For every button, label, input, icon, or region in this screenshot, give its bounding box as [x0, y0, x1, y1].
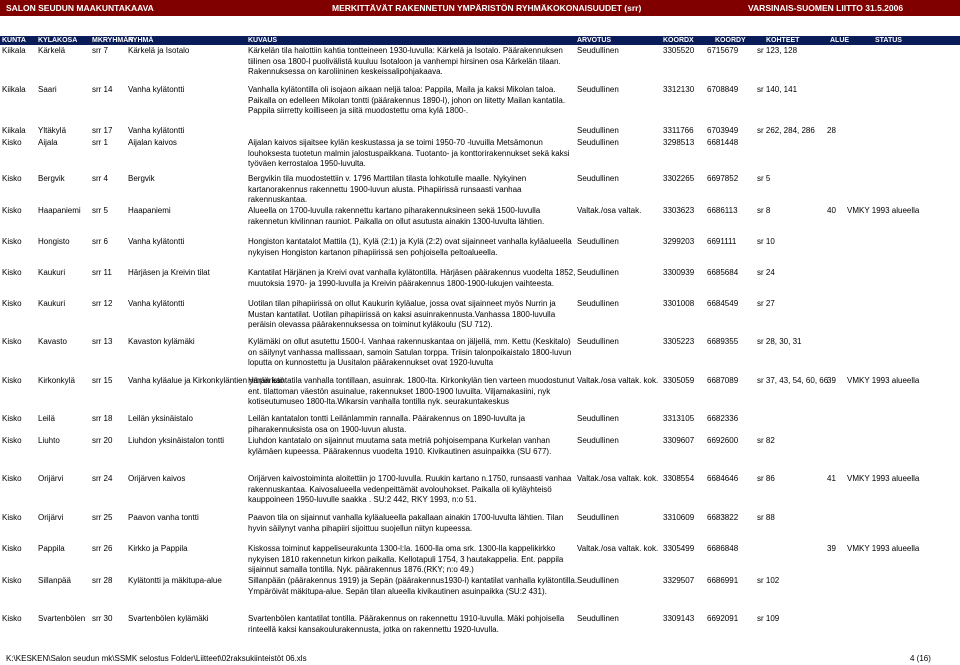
- cell-ryhma: Haapaniemi: [128, 206, 171, 215]
- cell-kunta: Kisko: [2, 474, 22, 483]
- cell-arvotus: Seudullinen: [577, 513, 619, 522]
- col-kuvaus: KUVAUS: [248, 37, 278, 44]
- cell-mk: srr 13: [92, 337, 113, 346]
- cell-kohteet: sr 140, 141: [757, 85, 798, 94]
- page-number: 4 (16): [910, 654, 931, 663]
- cell-ryhma: Vanha kylätontti: [128, 85, 185, 94]
- cell-y: 6692600: [707, 436, 739, 445]
- cell-mk: srr 11: [92, 268, 112, 277]
- cell-alue: 41: [827, 474, 836, 483]
- cell-kyla: Kaukuri: [38, 268, 66, 277]
- cell-ryhma: Härjäsen ja Kreivin tilat: [128, 268, 210, 277]
- cell-kuvaus: Kylämäki on ollut asutettu 1500-l. Vanhaa rakennuskantaa on jäljellä, mm. Kettu (Keskitalo) on säilynyt vanhassa mallissaan, samoin Satulan torppa. Triisin talonpoikaistalo 1800-luvun loputta on kunnostettu ja Uusitalon päärakennukset ovat 1920-luvulta: [248, 337, 572, 368]
- cell-x: 3299203: [663, 237, 695, 246]
- col-kohteet: KOHTEET: [766, 37, 800, 44]
- cell-mk: srr 15: [92, 376, 113, 385]
- cell-kyla: Aijala: [38, 138, 58, 147]
- cell-mk: srr 26: [92, 544, 113, 553]
- cell-x: 3309607: [663, 436, 695, 445]
- col-ryhma: RYHMÄ: [128, 37, 154, 44]
- cell-ryhma: Orijärven kaivos: [128, 474, 186, 483]
- cell-x: 3302265: [663, 174, 695, 183]
- cell-kunta: Kisko: [2, 576, 22, 585]
- cell-kohteet: sr 109: [757, 614, 780, 623]
- cell-x: 3305059: [663, 376, 695, 385]
- cell-x: 3308554: [663, 474, 695, 483]
- cell-ryhma: Aijalan kaivos: [128, 138, 177, 147]
- cell-x: 3310609: [663, 513, 695, 522]
- col-kunta: KUNTA: [2, 37, 26, 44]
- cell-ryhma: Kavaston kylämäki: [128, 337, 195, 346]
- cell-x: 3309143: [663, 614, 695, 623]
- col-arvotus: ARVOTUS: [577, 37, 612, 44]
- cell-mk: srr 14: [92, 85, 113, 94]
- cell-ryhma: Leilän yksinäistalo: [128, 414, 193, 423]
- cell-ryhma: Kärkelä ja Isotalo: [128, 46, 190, 55]
- cell-arvotus: Seudullinen: [577, 126, 619, 135]
- cell-arvotus: Seudullinen: [577, 268, 619, 277]
- cell-x: 3313105: [663, 414, 695, 423]
- cell-kyla: Sillanpää: [38, 576, 71, 585]
- cell-y: 6689355: [707, 337, 739, 346]
- cell-kohteet: sr 123, 128: [757, 46, 798, 55]
- cell-kyla: Kavasto: [38, 337, 67, 346]
- cell-kunta: Kisko: [2, 337, 22, 346]
- cell-mk: srr 24: [92, 474, 113, 483]
- cell-arvotus: Valtak./osa valtak. kok.: [577, 474, 659, 483]
- cell-kuvaus: Kiskossa toiminut kappeliseurakunta 1300-l:la. 1600-lla oma srk. 1300-lla kappelikirkko nykyisen 1810 rakennetun kirkon paikalla. Kellotapuli 1754, 3 hautakappelia. Ent. pappila sijainnut samalla tontilla. Nyk. päärakennus 1876.(RKY; n:o 49.): [248, 544, 564, 575]
- cell-alue: 39: [827, 544, 836, 553]
- cell-kuvaus: Orijärven kaivostoiminta aloitettiin jo 1700-luvulla. Ruukin kartano n.1750, runsaasti vanhaa rakennuskantaa. Kaivosalueella vedenpeittämät avolouhokset. Paikalla oli kyläyhteisö kauppoineen 1950-luvulle saakka . SU:2 442, RKY 1993, n:o 51.: [248, 474, 572, 505]
- cell-kunta: Kisko: [2, 206, 22, 215]
- cell-arvotus: Seudullinen: [577, 299, 619, 308]
- cell-kyla: Leilä: [38, 414, 55, 423]
- cell-kunta: Kisko: [2, 174, 22, 183]
- cell-mk: srr 17: [92, 126, 113, 135]
- col-alue: ALUE: [830, 37, 850, 44]
- cell-x: 3301008: [663, 299, 695, 308]
- cell-y: 6681448: [707, 138, 739, 147]
- cell-kunta: Kisko: [2, 544, 22, 553]
- cell-kyla: Kärkelä: [38, 46, 66, 55]
- cell-kunta: Kisko: [2, 376, 22, 385]
- cell-arvotus: Seudullinen: [577, 46, 619, 55]
- cell-kohteet: sr 5: [757, 174, 771, 183]
- cell-kunta: Kisko: [2, 268, 22, 277]
- cell-arvotus: Valtak./osa valtak. kok.: [577, 544, 659, 553]
- cell-kohteet: sr 8: [757, 206, 771, 215]
- cell-mk: srr 28: [92, 576, 113, 585]
- cell-kyla: Yltäkylä: [38, 126, 67, 135]
- cell-arvotus: Seudullinen: [577, 576, 619, 585]
- cell-x: 3300939: [663, 268, 695, 277]
- cell-ryhma: Kirkko ja Pappila: [128, 544, 188, 553]
- cell-kuvaus: Kantatilat Härjänen ja Kreivi ovat vanhalla kylätontilla. Härjäsen päärakennus vuodelta 1852, muutoksia 1970- ja 1990-luvulla ja Kreivin päärakennus 1800-1900-lukujen vaihteesta.: [248, 268, 576, 288]
- cell-kunta: Kisko: [2, 138, 22, 147]
- banner-right: VARSINAIS-SUOMEN LIITTO 31.5.2006: [748, 3, 904, 13]
- cell-kuvaus: Härän kantatila vanhalla tontillaan, asuinrak. 1800-lta. Kirkonkylän tien varteen muodostunut ent. tilattoman väestön asuinalue, rakennukset 1800-1900 luvuilta. Viljamakasiini, nyk kotiseutumuseo 1800-lta.Wikarsin vanhalla tontilla nyk. seurakuntakeskus: [248, 376, 575, 407]
- cell-kyla: Liuhto: [38, 436, 60, 445]
- cell-mk: srr 7: [92, 46, 108, 55]
- cell-ryhma: Vanha kylätontti: [128, 126, 185, 135]
- cell-kohteet: sr 10: [757, 237, 775, 246]
- cell-ryhma: Vanha kylätontti: [128, 299, 185, 308]
- cell-kyla: Saari: [38, 85, 57, 94]
- cell-kunta: Kisko: [2, 414, 22, 423]
- cell-kuvaus: Alueella on 1700-luvulla rakennettu kartano piharakennuksineen sekä 1500-luvulla rakennetun kivilinnan rauniot. Paikalla on ollut asutusta ainakin 1300-luvulta lähtien.: [248, 206, 545, 226]
- cell-arvotus: Valtak./osa valtak.: [577, 206, 642, 215]
- cell-mk: srr 20: [92, 436, 113, 445]
- cell-kuvaus: Aijalan kaivos sijaitsee kylän keskustassa ja se toimi 1950-70 -luvuilla Metsämonun louhoksesta tuotetun malmin jalostuspaikkana. Tuotanto- ja konttorirakennukset sekä kaksi työväen kerrostaloa 1950-luvulta.: [248, 138, 570, 169]
- cell-kunta: Kisko: [2, 513, 22, 522]
- cell-arvotus: Seudullinen: [577, 614, 619, 623]
- cell-arvotus: Valtak./osa valtak. kok.: [577, 376, 659, 385]
- cell-ryhma: Liuhdon yksinäistalon tontti: [128, 436, 225, 445]
- cell-y: 6697852: [707, 174, 739, 183]
- cell-mk: srr 6: [92, 237, 108, 246]
- cell-kunta: Kiikala: [2, 126, 26, 135]
- cell-alue: 39: [827, 376, 836, 385]
- cell-y: 6715679: [707, 46, 739, 55]
- cell-kyla: Pappila: [38, 544, 65, 553]
- cell-ryhma: Svartenbölen kylämäki: [128, 614, 209, 623]
- cell-kohteet: sr 88: [757, 513, 775, 522]
- col-koordx: KOORDX: [663, 37, 694, 44]
- cell-y: 6684646: [707, 474, 739, 483]
- file-path: K:\KESKEN\Salon seudun mk\SSMK selostus Folder\Liitteet\02raksukiinteistöt 06.xls: [6, 654, 307, 663]
- cell-arvotus: Seudullinen: [577, 138, 619, 147]
- cell-status: VMKY 1993 alueella: [847, 544, 920, 553]
- cell-kyla: Kaukuri: [38, 299, 66, 308]
- cell-kuvaus: Svartenbölen kantatilat tontilla. Päärakennus on rakennettu 1910-luvulla. Mäki pohjoisella rinteellä kaksi kansakoulurakennusta, jotka on rakennettu 1920-luvulla.: [248, 614, 565, 634]
- cell-arvotus: Seudullinen: [577, 174, 619, 183]
- cell-y: 6691111: [707, 237, 737, 246]
- cell-y: 6686113: [707, 206, 738, 215]
- cell-kyla: Hongisto: [38, 237, 70, 246]
- cell-mk: srr 12: [92, 299, 113, 308]
- cell-kuvaus: Hongiston kantatalot Mattila (1), Kylä (2:1) ja Kylä (2:2) ovat sijainneet vanhalla kyläalueella nykyisen Hongiston kartanon pihapiirissä sen pohjoisella peltoalueella.: [248, 237, 572, 257]
- cell-mk: srr 30: [92, 614, 113, 623]
- cell-kunta: Kisko: [2, 299, 22, 308]
- cell-mk: srr 5: [92, 206, 108, 215]
- cell-kuvaus: Kärkelän tila halottiin kahtia tontteineen 1930-luvulla: Kärkelä ja Isotalo. Päärakennuksen tiilinen osa 1800-l puolivälistä kuuluu Isotaloon ja vanhempi hirsinen osa Kärkelän tilaan. Rakennuksessa on karoliininen keskeissalipohjakaava.: [248, 46, 563, 77]
- cell-mk: srr 18: [92, 414, 113, 423]
- cell-x: 3329507: [663, 576, 695, 585]
- cell-status: VMKY 1993 alueella: [847, 474, 920, 483]
- cell-mk: srr 1: [92, 138, 108, 147]
- cell-kuvaus: Uotilan tilan pihapiirissä on ollut Kaukurin kyläalue, jossa ovat sijainneet myös Nurrin ja Mustan kantatilat. Uotilan pihapiirissä on kaksi asuinrakennusta.Vanhassa 1800-luvulla peräisin olevassa päärakennuksessa on toiminut kyläkoulu (SU 712).: [248, 299, 556, 330]
- cell-alue: 40: [827, 206, 836, 215]
- cell-kohteet: sr 82: [757, 436, 775, 445]
- cell-kyla: Kirkonkylä: [38, 376, 75, 385]
- cell-kuvaus: Paavon tila on sijainnut vanhalla kyläalueella pakallaan ainakin 1700-luvulta lähtien. Tilan hyvin säilynyt vanha pihapiiri sijoittuu suojellun niityn kupeessa.: [248, 513, 564, 533]
- cell-kohteet: sr 27: [757, 299, 775, 308]
- cell-x: 3311766: [663, 126, 694, 135]
- cell-kuvaus: Leilän kantatalon tontti Leilänlammin rannalla. Päärakennus on 1890-luvulta ja piharakennuksista osa on 1900-luvun alusta.: [248, 414, 526, 434]
- cell-arvotus: Seudullinen: [577, 85, 619, 94]
- col-kylakosa: KYLAKOSA: [38, 37, 78, 44]
- cell-kyla: Haapaniemi: [38, 206, 81, 215]
- cell-x: 3305499: [663, 544, 695, 553]
- cell-y: 6708849: [707, 85, 739, 94]
- cell-kohteet: sr 24: [757, 268, 775, 277]
- cell-arvotus: Seudullinen: [577, 436, 619, 445]
- cell-kyla: Bergvik: [38, 174, 65, 183]
- cell-mk: srr 4: [92, 174, 108, 183]
- cell-y: 6686848: [707, 544, 739, 553]
- cell-ryhma: Bergvik: [128, 174, 155, 183]
- cell-ryhma: Vanha kyläalue ja Kirkonkyläntien ympäristö: [128, 376, 284, 385]
- col-status: STATUS: [875, 37, 902, 44]
- cell-ryhma: Kylätontti ja mäkitupa-alue: [128, 576, 222, 585]
- cell-mk: srr 25: [92, 513, 113, 522]
- cell-kohteet: sr 102: [757, 576, 780, 585]
- cell-arvotus: Seudullinen: [577, 337, 619, 346]
- col-koordy: KOORDY: [715, 37, 746, 44]
- cell-y: 6684549: [707, 299, 739, 308]
- cell-kunta: Kisko: [2, 436, 22, 445]
- cell-y: 6682336: [707, 414, 739, 423]
- cell-kyla: Orijärvi: [38, 474, 64, 483]
- cell-y: 6685684: [707, 268, 739, 277]
- cell-kunta: Kisko: [2, 237, 22, 246]
- cell-y: 6692091: [707, 614, 739, 623]
- cell-kuvaus: Liuhdon kantatalo on sijainnut muutama sata metriä pohjoisempana Kurkelan vanhan kylämäen kupeessa. Päärakennus vuodelta 1910. Kivikautinen asuinpaikka (SU 677).: [248, 436, 552, 456]
- cell-arvotus: Seudullinen: [577, 237, 619, 246]
- cell-x: 3298513: [663, 138, 695, 147]
- cell-y: 6703949: [707, 126, 739, 135]
- cell-x: 3305520: [663, 46, 695, 55]
- cell-kunta: Kiikala: [2, 85, 26, 94]
- cell-kuvaus: Vanhalla kylätontilla oli isojaon aikaan neljä taloa: Pappila, Maila ja kaksi Mikolan taloa. Paikalla on edelleen Mikolan tontti (päärakennus 1890-l), johon on liitetty Mailan kantatila. Pappila siirretty koilliseen ja siitä muodostettu oma kylä 1800-.: [248, 85, 566, 116]
- cell-y: 6686991: [707, 576, 739, 585]
- cell-ryhma: Vanha kylätontti: [128, 237, 185, 246]
- col-mkryhman: MKRYHMÄN: [92, 37, 134, 44]
- cell-arvotus: Seudullinen: [577, 414, 619, 423]
- cell-kohteet: sr 262, 284, 286: [757, 126, 815, 135]
- cell-x: 3303623: [663, 206, 695, 215]
- cell-kunta: Kisko: [2, 614, 22, 623]
- cell-status: VMKY 1993 alueella: [847, 206, 920, 215]
- cell-x: 3305223: [663, 337, 695, 346]
- cell-y: 6683822: [707, 513, 739, 522]
- document-banner: [0, 0, 960, 16]
- banner-center: MERKITTÄVÄT RAKENNETUN YMPÄRISTÖN RYHMÄKOKONAISUUDET (srr): [332, 3, 642, 13]
- cell-kohteet: sr 86: [757, 474, 775, 483]
- cell-kuvaus: Bergvikin tila muodostettiin v. 1796 Marttilan tilasta lohkotulle maalle. Nykyinen kartanorakennus rakennettu 1900-luvun alusta. Pihapiirissä runsaasti vanhaa rakennuskantaa.: [248, 174, 527, 205]
- cell-y: 6687089: [707, 376, 739, 385]
- cell-kyla: Svartenbölen: [38, 614, 86, 623]
- banner-left: SALON SEUDUN MAAKUNTAKAAVA: [6, 3, 154, 13]
- cell-alue: 28: [827, 126, 836, 135]
- cell-kyla: Orijärvi: [38, 513, 64, 522]
- cell-kohteet: sr 37, 43, 54, 60, 66: [757, 376, 829, 385]
- table-header: [0, 36, 960, 45]
- cell-kunta: Kiikala: [2, 46, 26, 55]
- cell-ryhma: Paavon vanha tontti: [128, 513, 199, 522]
- cell-x: 3312130: [663, 85, 695, 94]
- cell-status: VMKY 1993 alueella: [847, 376, 920, 385]
- cell-kohteet: sr 28, 30, 31: [757, 337, 802, 346]
- cell-kuvaus: Sillanpään (päärakennus 1919) ja Sepän (päärakennus1930-l) kantatilat vanhalla kylätontilla. Ympäröivät mäkitupa-alue. Sepän tilan alueella kivikautinen asuinpaikka (SU:2 431).: [248, 576, 578, 596]
